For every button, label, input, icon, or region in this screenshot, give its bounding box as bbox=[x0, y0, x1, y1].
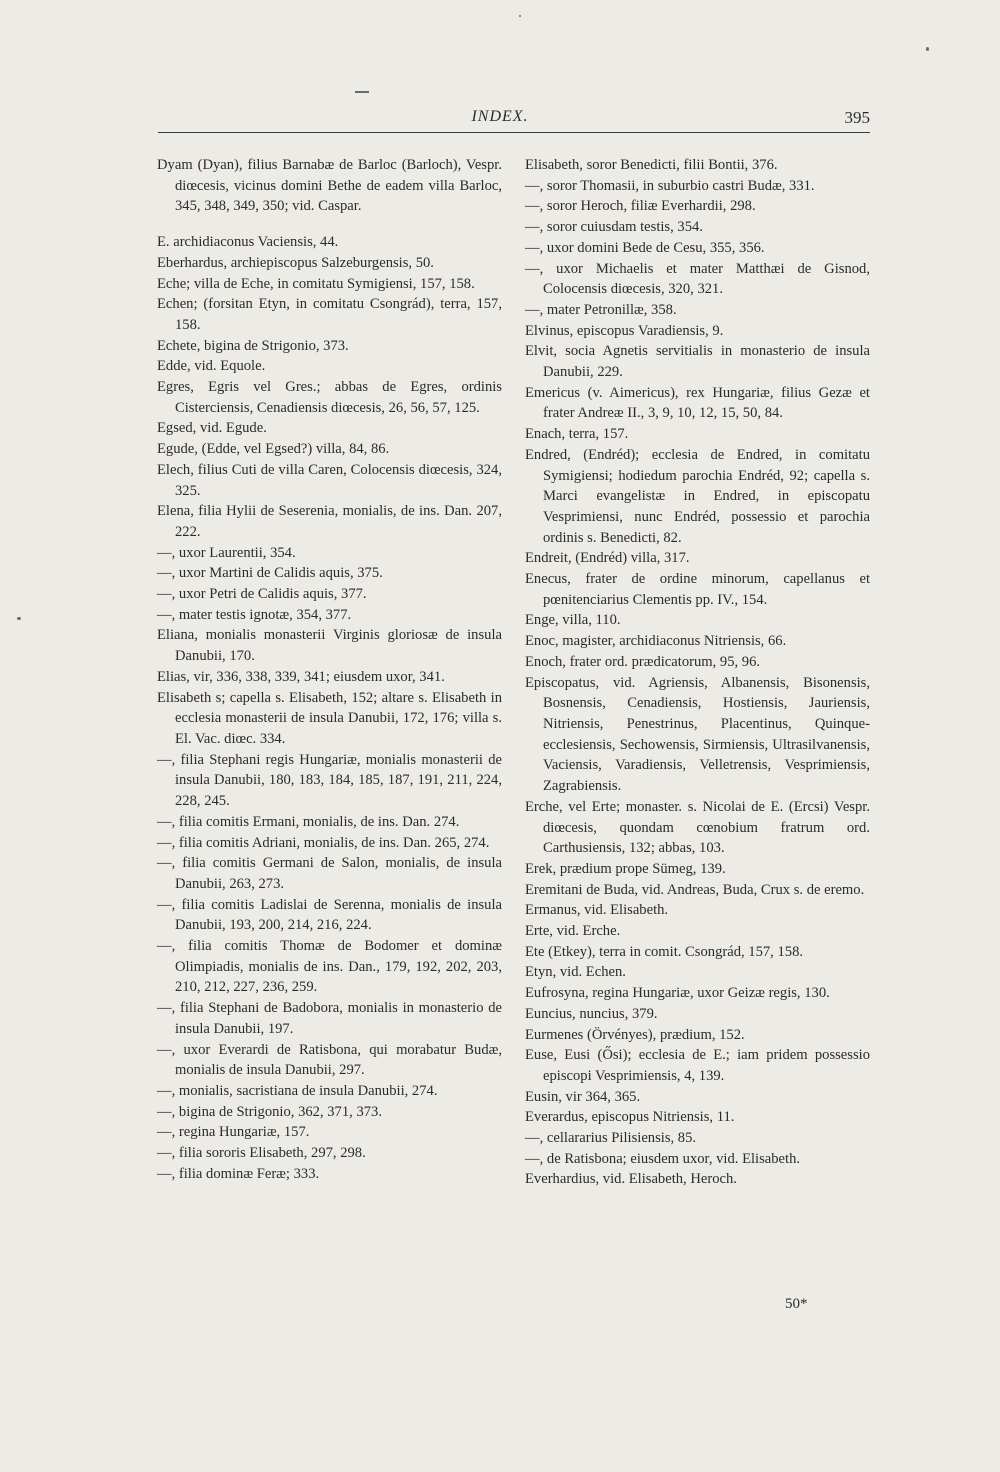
index-entry: Elias, vir, 336, 338, 339, 341; eiusdem uxor, 341. bbox=[157, 668, 445, 685]
index-entry: Enoc, magister, archidiaconus Nitriensis, 66. bbox=[525, 633, 787, 650]
right-column bbox=[525, 155, 870, 1190]
running-head: INDEX. bbox=[471, 108, 529, 125]
signature-mark: 50* bbox=[785, 1296, 808, 1312]
index-entry: —, uxor Michaelis et mater Matthæi de Gisnod, Colocensis diœcesis, 320, 321. bbox=[525, 260, 870, 298]
index-entry: Enge, villa, 110. bbox=[525, 612, 621, 629]
header-rule bbox=[158, 132, 870, 133]
index-entry: Enecus, frater de ordine minorum, capellanus et pœnitenciarius Clementis pp. IV., 154. bbox=[525, 571, 870, 608]
index-entry: —, filia comitis Ermani, monialis, de ins. Dan. 274. bbox=[157, 813, 460, 830]
index-entry: Ete (Etkey), terra in comit. Csongrád, 157, 158. bbox=[525, 943, 804, 960]
index-entry: —, uxor Petri de Calidis aquis, 377. bbox=[157, 586, 367, 603]
index-entry: Emericus (v. Aimericus), rex Hungariæ, filius Gezæ et frater Andreæ II., 3, 9, 10, 12, 15, 50, 84. bbox=[525, 384, 870, 422]
index-entry: Erche, vel Erte; monaster. s. Nicolai de E. (Ercsi) Vespr. diœcesis, quondam cœnobium fratrum ord. Carthusiensis, 132; abbas, 103. bbox=[525, 798, 870, 857]
index-entry: —, soror Heroch, filiæ Everhardii, 298. bbox=[525, 198, 756, 215]
index-entry: —, filia dominæ Feræ; 333. bbox=[157, 1165, 320, 1182]
index-entry: —, filia comitis Adriani, monialis, de ins. Dan. 265, 274. bbox=[157, 834, 490, 851]
index-entry: —, regina Hungariæ, 157. bbox=[157, 1124, 310, 1141]
index-entry: —, de Ratisbona; eiusdem uxor, vid. Elisabeth. bbox=[525, 1150, 801, 1167]
index-entry: Dyam (Dyan), filius Barnabæ de Barloc (Barloch), Vespr. diœcesis, vicinus domini Bethe de eadem villa Barloc, 345, 348, 349, 350; vid. Caspar. bbox=[157, 157, 502, 215]
index-entry: E. archidiaconus Vaciensis, 44. bbox=[157, 234, 339, 251]
index-entry: Elisabeth, soror Benedicti, filii Bontii, 376. bbox=[525, 157, 778, 173]
index-entry: Everardus, episcopus Nitriensis, 11. bbox=[525, 1109, 735, 1126]
index-entry: —, uxor Martini de Calidis aquis, 375. bbox=[157, 565, 383, 582]
index-entry: Enach, terra, 157. bbox=[525, 426, 629, 443]
index-entry: Edde, vid. Equole. bbox=[157, 358, 266, 375]
left-column bbox=[157, 155, 502, 1184]
index-entry: Erte, vid. Erche. bbox=[525, 923, 621, 940]
index-entry: Euncius, nuncius, 379. bbox=[525, 1005, 658, 1022]
index-entry: Egres, Egris vel Gres.; abbas de Egres, ordinis Cisterciensis, Cenadiensis diœcesis, 26, 56, 57, 125. bbox=[157, 379, 502, 416]
index-entry: Everhardius, vid. Elisabeth, Heroch. bbox=[525, 1171, 737, 1188]
index-entry: —, filia Stephani regis Hungariæ, monialis monasterii de insula Danubii, 180, 183, 184, 185, 187, 191, 211, 224, 228, 245. bbox=[157, 751, 502, 810]
print-speck bbox=[355, 91, 369, 93]
index-entry: —, cellararius Pilisiensis, 85. bbox=[525, 1130, 697, 1147]
index-entry: Elisabeth s; capella s. Elisabeth, 152; altare s. Elisabeth in ecclesia monasterii de insula Danubii, 172, 176; villa s. El. Vac. diœc. 334. bbox=[157, 689, 502, 747]
index-entry: —, bigina de Strigonio, 362, 371, 373. bbox=[157, 1103, 382, 1120]
print-speck bbox=[519, 15, 521, 17]
index-entry: Elvinus, episcopus Varadiensis, 9. bbox=[525, 322, 724, 339]
index-entry: —, mater Petronillæ, 358. bbox=[525, 301, 677, 318]
index-entry: Eliana, monialis monasterii Virginis gloriosæ de insula Danubii, 170. bbox=[157, 627, 502, 665]
index-entry: —, filia comitis Thomæ de Bodomer et dominæ Olimpiadis, monialis de ins. Dan., 179, 192, 202, 203, 210, 212, 227, 236, 259. bbox=[157, 938, 502, 996]
index-entry: Egsed, vid. Egude. bbox=[157, 420, 267, 437]
index-entry: Episcopatus, vid. Agriensis, Albanensis, Bisonensis, Bosnensis, Cenadiensis, Hostiensis, Jauriensis, Nitriensis, Penestrinus, Placentinus, Quinque-ecclesiensis, Sechowensis, Sirmiensis, Ultrasilvanensis, Vaciensis, Varadiensis, Velletrensis, Vesprimiensis, Zagrabiensis. bbox=[525, 674, 870, 795]
index-entry: Eurmenes (Örvényes), prædium, 152. bbox=[525, 1026, 745, 1043]
index-entry: Euse, Eusi (Ősi); ecclesia de E.; iam pridem possessio episcopi Vesprimiensis, 4, 139. bbox=[525, 1047, 870, 1084]
section-gap bbox=[157, 217, 502, 232]
index-entry: —, soror cuiusdam testis, 354. bbox=[525, 219, 703, 236]
print-speck bbox=[17, 617, 21, 620]
index-entry: Eberhardus, archiepiscopus Salzeburgensis, 50. bbox=[157, 254, 434, 271]
index-entry: Etyn, vid. Echen. bbox=[525, 964, 626, 981]
index-entry: —, monialis, sacristiana de insula Danubii, 274. bbox=[157, 1082, 438, 1099]
index-entry: Eusin, vir 364, 365. bbox=[525, 1088, 641, 1105]
index-entry: —, uxor Laurentii, 354. bbox=[157, 544, 296, 561]
index-entry: —, filia comitis Ladislai de Serenna, monialis de insula Danubii, 193, 200, 214, 216, 224. bbox=[157, 896, 502, 934]
index-entry: —, filia comitis Germani de Salon, monialis, de insula Danubii, 263, 273. bbox=[157, 855, 502, 892]
index-entry: Ermanus, vid. Elisabeth. bbox=[525, 902, 669, 919]
index-entry: —, filia sororis Elisabeth, 297, 298. bbox=[157, 1145, 366, 1162]
index-entry: Eche; villa de Eche, in comitatu Symigiensi, 157, 158. bbox=[157, 275, 475, 292]
index-entry: Endred, (Endréd); ecclesia de Endred, in comitatu Symigiensi; hodiedum parochia Endréd, 92; capella s. Marci evangelistæ in Endred, in episcopatu Vesprimiensi, nunc Endréd, possessio et parochia ordinis s. Benedicti, 82. bbox=[525, 446, 870, 546]
index-entry: —, mater testis ignotæ, 354, 377. bbox=[157, 606, 352, 623]
index-entry: —, uxor domini Bede de Cesu, 355, 356. bbox=[525, 239, 765, 256]
index-entry: Enoch, frater ord. prædicatorum, 95, 96. bbox=[525, 653, 761, 670]
index-entry: Endreit, (Endréd) villa, 317. bbox=[525, 550, 690, 567]
index-entry: Echete, bigina de Strigonio, 373. bbox=[157, 337, 349, 354]
index-entry: —, filia Stephani de Badobora, monialis in monasterio de insula Danubii, 197. bbox=[157, 1000, 502, 1037]
index-entry: Egude, (Edde, vel Egsed?) villa, 84, 86. bbox=[157, 441, 390, 458]
index-entry: Elvit, socia Agnetis servitialis in monasterio de insula Danubii, 229. bbox=[525, 343, 870, 381]
index-entry: —, soror Thomasii, in suburbio castri Budæ, 331. bbox=[525, 177, 815, 194]
index-entry: —, uxor Everardi de Ratisbona, qui morabatur Budæ, monialis de insula Danubii, 297. bbox=[157, 1041, 502, 1079]
index-entry: Erek, prædium prope Sümeg, 139. bbox=[525, 860, 726, 877]
print-speck bbox=[926, 47, 929, 51]
index-entry: Echen; (forsitan Etyn, in comitatu Csongrád), terra, 157, 158. bbox=[157, 296, 502, 333]
index-entry: Eufrosyna, regina Hungariæ, uxor Geizæ regis, 130. bbox=[525, 985, 830, 1002]
index-entry: Eremitani de Buda, vid. Andreas, Buda, Crux s. de eremo. bbox=[525, 881, 865, 898]
page-number: 395 bbox=[844, 108, 870, 127]
index-entry: Elena, filia Hylii de Seserenia, monialis, de ins. Dan. 207, 222. bbox=[157, 503, 502, 540]
index-entry: Elech, filius Cuti de villa Caren, Colocensis diœcesis, 324, 325. bbox=[157, 461, 502, 499]
